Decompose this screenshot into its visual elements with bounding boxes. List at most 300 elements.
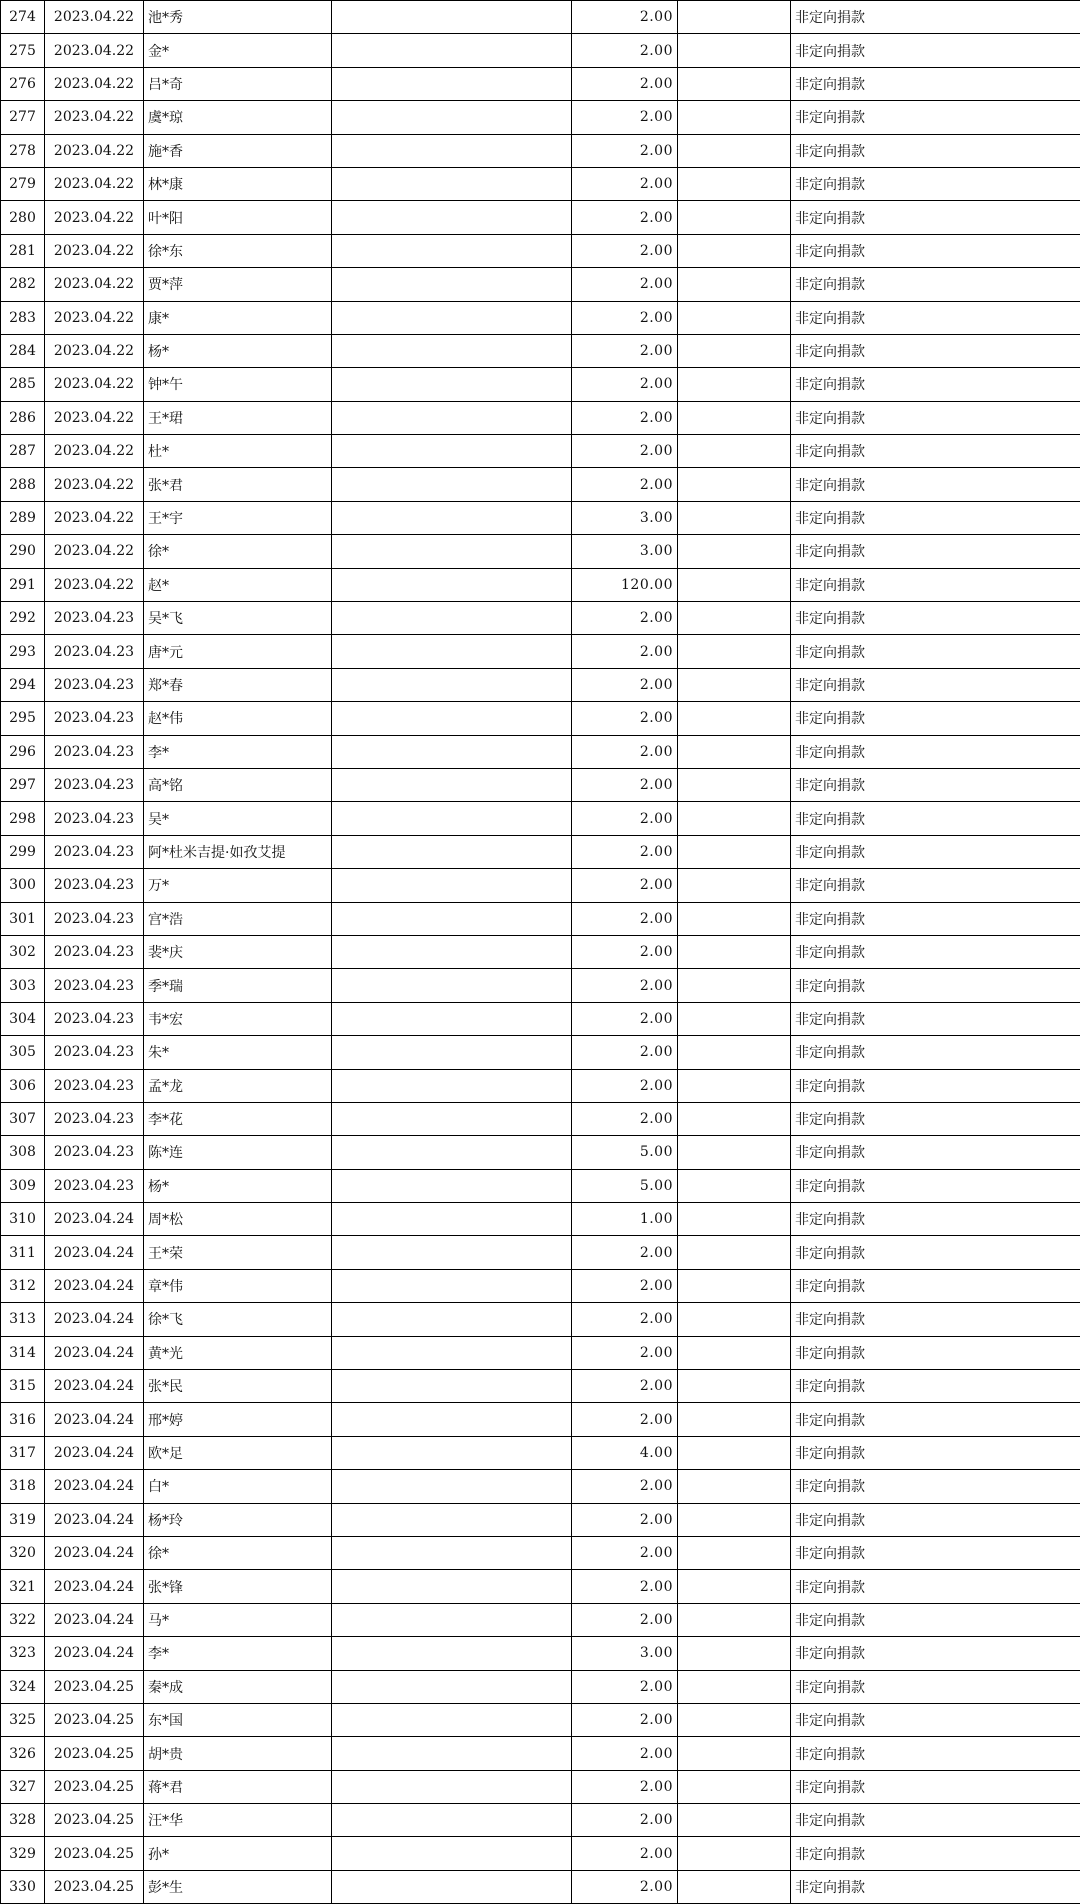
donor-name: 徐* bbox=[144, 1536, 332, 1569]
empty-cell bbox=[332, 134, 572, 167]
donation-date: 2023.04.22 bbox=[45, 435, 144, 468]
donation-type: 非定向捐款 bbox=[791, 1804, 1080, 1837]
donation-type: 非定向捐款 bbox=[791, 1269, 1080, 1302]
table-row bbox=[1, 768, 1080, 801]
donor-name: 施*香 bbox=[144, 134, 332, 167]
donor-name: 杨*玲 bbox=[144, 1503, 332, 1536]
donation-type: 非定向捐款 bbox=[791, 1436, 1080, 1469]
row-number: 276 bbox=[1, 67, 45, 100]
donor-name: 池*秀 bbox=[144, 1, 332, 34]
row-number: 284 bbox=[1, 334, 45, 367]
donation-amount: 2.00 bbox=[572, 1837, 678, 1870]
row-number: 283 bbox=[1, 301, 45, 334]
donor-name: 张*民 bbox=[144, 1370, 332, 1403]
empty-cell bbox=[678, 869, 791, 902]
donation-date: 2023.04.22 bbox=[45, 568, 144, 601]
donation-type: 非定向捐款 bbox=[791, 1770, 1080, 1803]
donation-date: 2023.04.23 bbox=[45, 1036, 144, 1069]
donation-date: 2023.04.24 bbox=[45, 1570, 144, 1603]
empty-cell bbox=[678, 1503, 791, 1536]
empty-cell bbox=[678, 34, 791, 67]
row-number: 291 bbox=[1, 568, 45, 601]
row-number: 318 bbox=[1, 1470, 45, 1503]
donation-type: 非定向捐款 bbox=[791, 1102, 1080, 1135]
row-number: 317 bbox=[1, 1436, 45, 1469]
empty-cell bbox=[332, 201, 572, 234]
donation-type: 非定向捐款 bbox=[791, 635, 1080, 668]
donation-date: 2023.04.22 bbox=[45, 535, 144, 568]
donation-type: 非定向捐款 bbox=[791, 1169, 1080, 1202]
empty-cell bbox=[678, 735, 791, 768]
empty-cell bbox=[678, 268, 791, 301]
empty-cell bbox=[332, 167, 572, 200]
empty-cell bbox=[678, 568, 791, 601]
empty-cell bbox=[332, 1870, 572, 1903]
donation-type: 非定向捐款 bbox=[791, 67, 1080, 100]
row-number: 323 bbox=[1, 1637, 45, 1670]
donation-amount: 2.00 bbox=[572, 67, 678, 100]
empty-cell bbox=[678, 1603, 791, 1636]
donation-date: 2023.04.22 bbox=[45, 334, 144, 367]
donation-type: 非定向捐款 bbox=[791, 1637, 1080, 1670]
donation-type: 非定向捐款 bbox=[791, 1, 1080, 34]
donation-amount: 2.00 bbox=[572, 468, 678, 501]
donation-type: 非定向捐款 bbox=[791, 1002, 1080, 1035]
donation-date: 2023.04.22 bbox=[45, 1, 144, 34]
donation-date: 2023.04.24 bbox=[45, 1236, 144, 1269]
donation-date: 2023.04.23 bbox=[45, 735, 144, 768]
donation-date: 2023.04.24 bbox=[45, 1503, 144, 1536]
row-number: 297 bbox=[1, 768, 45, 801]
empty-cell bbox=[332, 735, 572, 768]
empty-cell bbox=[332, 435, 572, 468]
donor-name: 陈*连 bbox=[144, 1136, 332, 1169]
donation-date: 2023.04.24 bbox=[45, 1370, 144, 1403]
empty-cell bbox=[678, 435, 791, 468]
donation-amount: 3.00 bbox=[572, 501, 678, 534]
table-row bbox=[1, 1002, 1080, 1035]
donor-name: 张*锋 bbox=[144, 1570, 332, 1603]
donation-amount: 2.00 bbox=[572, 1804, 678, 1837]
donation-amount: 2.00 bbox=[572, 435, 678, 468]
donation-type: 非定向捐款 bbox=[791, 1837, 1080, 1870]
donation-type: 非定向捐款 bbox=[791, 401, 1080, 434]
table-row bbox=[1, 969, 1080, 1002]
donor-name: 赵*伟 bbox=[144, 702, 332, 735]
donor-name: 吕*奇 bbox=[144, 67, 332, 100]
donation-amount: 2.00 bbox=[572, 1, 678, 34]
table-row bbox=[1, 101, 1080, 134]
donation-type: 非定向捐款 bbox=[791, 668, 1080, 701]
donation-type: 非定向捐款 bbox=[791, 334, 1080, 367]
row-number: 313 bbox=[1, 1303, 45, 1336]
donation-amount: 2.00 bbox=[572, 301, 678, 334]
donor-name: 孙* bbox=[144, 1837, 332, 1870]
empty-cell bbox=[332, 468, 572, 501]
row-number: 293 bbox=[1, 635, 45, 668]
donation-date: 2023.04.24 bbox=[45, 1603, 144, 1636]
row-number: 312 bbox=[1, 1269, 45, 1302]
donation-type: 非定向捐款 bbox=[791, 1670, 1080, 1703]
donation-type: 非定向捐款 bbox=[791, 1303, 1080, 1336]
table-row bbox=[1, 1303, 1080, 1336]
row-number: 326 bbox=[1, 1737, 45, 1770]
row-number: 288 bbox=[1, 468, 45, 501]
donation-amount: 2.00 bbox=[572, 802, 678, 835]
table-row bbox=[1, 902, 1080, 935]
empty-cell bbox=[332, 835, 572, 868]
row-number: 325 bbox=[1, 1703, 45, 1736]
row-number: 281 bbox=[1, 234, 45, 267]
row-number: 327 bbox=[1, 1770, 45, 1803]
row-number: 301 bbox=[1, 902, 45, 935]
donor-name: 高*铭 bbox=[144, 768, 332, 801]
row-number: 319 bbox=[1, 1503, 45, 1536]
donation-type: 非定向捐款 bbox=[791, 1870, 1080, 1903]
row-number: 320 bbox=[1, 1536, 45, 1569]
empty-cell bbox=[678, 1002, 791, 1035]
table-row bbox=[1, 1637, 1080, 1670]
donation-type: 非定向捐款 bbox=[791, 1536, 1080, 1569]
donation-type: 非定向捐款 bbox=[791, 368, 1080, 401]
row-number: 302 bbox=[1, 935, 45, 968]
row-number: 307 bbox=[1, 1102, 45, 1135]
donation-amount: 2.00 bbox=[572, 935, 678, 968]
donation-type: 非定向捐款 bbox=[791, 468, 1080, 501]
row-number: 308 bbox=[1, 1136, 45, 1169]
donation-amount: 2.00 bbox=[572, 268, 678, 301]
donation-table-body bbox=[1, 1, 1080, 1904]
table-row bbox=[1, 635, 1080, 668]
empty-cell bbox=[678, 935, 791, 968]
empty-cell bbox=[332, 1069, 572, 1102]
table-row bbox=[1, 1336, 1080, 1369]
donation-amount: 2.00 bbox=[572, 401, 678, 434]
donation-date: 2023.04.22 bbox=[45, 301, 144, 334]
table-row bbox=[1, 835, 1080, 868]
row-number: 300 bbox=[1, 869, 45, 902]
empty-cell bbox=[332, 1203, 572, 1236]
empty-cell bbox=[678, 1703, 791, 1736]
empty-cell bbox=[332, 768, 572, 801]
table-row bbox=[1, 67, 1080, 100]
donation-date: 2023.04.22 bbox=[45, 401, 144, 434]
donor-name: 万* bbox=[144, 869, 332, 902]
empty-cell bbox=[332, 1269, 572, 1302]
donor-name: 张*君 bbox=[144, 468, 332, 501]
empty-cell bbox=[678, 67, 791, 100]
donation-amount: 2.00 bbox=[572, 368, 678, 401]
row-number: 305 bbox=[1, 1036, 45, 1069]
empty-cell bbox=[678, 334, 791, 367]
row-number: 316 bbox=[1, 1403, 45, 1436]
donation-date: 2023.04.23 bbox=[45, 1169, 144, 1202]
empty-cell bbox=[678, 101, 791, 134]
donation-date: 2023.04.25 bbox=[45, 1703, 144, 1736]
empty-cell bbox=[678, 301, 791, 334]
donation-type: 非定向捐款 bbox=[791, 1236, 1080, 1269]
donation-amount: 1.00 bbox=[572, 1203, 678, 1236]
empty-cell bbox=[332, 969, 572, 1002]
donation-type: 非定向捐款 bbox=[791, 735, 1080, 768]
donor-name: 徐*东 bbox=[144, 234, 332, 267]
donation-date: 2023.04.24 bbox=[45, 1403, 144, 1436]
table-row bbox=[1, 1436, 1080, 1469]
donor-name: 徐* bbox=[144, 535, 332, 568]
row-number: 285 bbox=[1, 368, 45, 401]
empty-cell bbox=[678, 1536, 791, 1569]
table-row bbox=[1, 1737, 1080, 1770]
empty-cell bbox=[332, 1236, 572, 1269]
donor-name: 朱* bbox=[144, 1036, 332, 1069]
table-row bbox=[1, 1136, 1080, 1169]
donation-amount: 2.00 bbox=[572, 201, 678, 234]
donation-amount: 2.00 bbox=[572, 1036, 678, 1069]
empty-cell bbox=[678, 1370, 791, 1403]
empty-cell bbox=[332, 902, 572, 935]
row-number: 295 bbox=[1, 702, 45, 735]
empty-cell bbox=[678, 702, 791, 735]
donation-amount: 2.00 bbox=[572, 1670, 678, 1703]
donation-type: 非定向捐款 bbox=[791, 702, 1080, 735]
donor-name: 叶*阳 bbox=[144, 201, 332, 234]
empty-cell bbox=[332, 668, 572, 701]
donation-date: 2023.04.25 bbox=[45, 1804, 144, 1837]
donation-amount: 2.00 bbox=[572, 1303, 678, 1336]
empty-cell bbox=[678, 201, 791, 234]
donation-date: 2023.04.24 bbox=[45, 1470, 144, 1503]
table-row bbox=[1, 602, 1080, 635]
donation-amount: 2.00 bbox=[572, 1703, 678, 1736]
donation-type: 非定向捐款 bbox=[791, 1703, 1080, 1736]
donor-name: 季*瑞 bbox=[144, 969, 332, 1002]
donation-amount: 2.00 bbox=[572, 1536, 678, 1569]
empty-cell bbox=[332, 1436, 572, 1469]
donation-type: 非定向捐款 bbox=[791, 1370, 1080, 1403]
donation-date: 2023.04.22 bbox=[45, 368, 144, 401]
empty-cell bbox=[332, 1703, 572, 1736]
table-row bbox=[1, 401, 1080, 434]
donor-name: 林*康 bbox=[144, 167, 332, 200]
donation-date: 2023.04.23 bbox=[45, 602, 144, 635]
empty-cell bbox=[678, 1303, 791, 1336]
empty-cell bbox=[678, 1570, 791, 1603]
empty-cell bbox=[332, 67, 572, 100]
donation-amount: 2.00 bbox=[572, 101, 678, 134]
table-row bbox=[1, 134, 1080, 167]
donor-name: 蒋*君 bbox=[144, 1770, 332, 1803]
donation-type: 非定向捐款 bbox=[791, 1737, 1080, 1770]
table-row bbox=[1, 1, 1080, 34]
row-number: 292 bbox=[1, 602, 45, 635]
empty-cell bbox=[332, 1336, 572, 1369]
table-row bbox=[1, 1837, 1080, 1870]
donor-name: 杨* bbox=[144, 334, 332, 367]
donation-type: 非定向捐款 bbox=[791, 34, 1080, 67]
table-row bbox=[1, 167, 1080, 200]
donation-amount: 2.00 bbox=[572, 1370, 678, 1403]
donation-amount: 2.00 bbox=[572, 735, 678, 768]
empty-cell bbox=[332, 268, 572, 301]
table-row bbox=[1, 1203, 1080, 1236]
row-number: 309 bbox=[1, 1169, 45, 1202]
empty-cell bbox=[678, 167, 791, 200]
donation-type: 非定向捐款 bbox=[791, 835, 1080, 868]
empty-cell bbox=[332, 702, 572, 735]
donation-amount: 2.00 bbox=[572, 702, 678, 735]
empty-cell bbox=[678, 468, 791, 501]
donation-type: 非定向捐款 bbox=[791, 1203, 1080, 1236]
donation-date: 2023.04.25 bbox=[45, 1770, 144, 1803]
table-row bbox=[1, 1036, 1080, 1069]
donation-date: 2023.04.22 bbox=[45, 101, 144, 134]
empty-cell bbox=[678, 134, 791, 167]
donation-date: 2023.04.23 bbox=[45, 635, 144, 668]
donation-type: 非定向捐款 bbox=[791, 969, 1080, 1002]
donation-type: 非定向捐款 bbox=[791, 1570, 1080, 1603]
donor-name: 周*松 bbox=[144, 1203, 332, 1236]
donation-date: 2023.04.23 bbox=[45, 1102, 144, 1135]
donation-date: 2023.04.23 bbox=[45, 969, 144, 1002]
donation-type: 非定向捐款 bbox=[791, 1470, 1080, 1503]
row-number: 282 bbox=[1, 268, 45, 301]
row-number: 310 bbox=[1, 1203, 45, 1236]
empty-cell bbox=[332, 401, 572, 434]
row-number: 315 bbox=[1, 1370, 45, 1403]
row-number: 296 bbox=[1, 735, 45, 768]
donation-amount: 2.00 bbox=[572, 835, 678, 868]
donation-date: 2023.04.23 bbox=[45, 1069, 144, 1102]
donation-amount: 2.00 bbox=[572, 1503, 678, 1536]
row-number: 328 bbox=[1, 1804, 45, 1837]
table-row bbox=[1, 1603, 1080, 1636]
table-row bbox=[1, 735, 1080, 768]
donation-date: 2023.04.25 bbox=[45, 1837, 144, 1870]
table-row bbox=[1, 501, 1080, 534]
table-row bbox=[1, 702, 1080, 735]
donation-date: 2023.04.23 bbox=[45, 869, 144, 902]
empty-cell bbox=[332, 1470, 572, 1503]
empty-cell bbox=[678, 1837, 791, 1870]
empty-cell bbox=[678, 1737, 791, 1770]
donation-amount: 2.00 bbox=[572, 668, 678, 701]
donor-name: 王*珺 bbox=[144, 401, 332, 434]
empty-cell bbox=[332, 1136, 572, 1169]
empty-cell bbox=[332, 1770, 572, 1803]
donor-name: 欧*足 bbox=[144, 1436, 332, 1469]
empty-cell bbox=[678, 1169, 791, 1202]
donation-amount: 2.00 bbox=[572, 902, 678, 935]
donor-name: 杨* bbox=[144, 1169, 332, 1202]
donor-name: 秦*成 bbox=[144, 1670, 332, 1703]
empty-cell bbox=[678, 1136, 791, 1169]
donor-name: 东*国 bbox=[144, 1703, 332, 1736]
donation-type: 非定向捐款 bbox=[791, 1403, 1080, 1436]
table-row bbox=[1, 334, 1080, 367]
donation-date: 2023.04.23 bbox=[45, 802, 144, 835]
empty-cell bbox=[332, 1403, 572, 1436]
donation-amount: 2.00 bbox=[572, 1470, 678, 1503]
table-row bbox=[1, 301, 1080, 334]
donor-name: 金* bbox=[144, 34, 332, 67]
donation-date: 2023.04.22 bbox=[45, 201, 144, 234]
donor-name: 唐*元 bbox=[144, 635, 332, 668]
donation-type: 非定向捐款 bbox=[791, 568, 1080, 601]
donation-amount: 2.00 bbox=[572, 869, 678, 902]
table-row bbox=[1, 1804, 1080, 1837]
table-row bbox=[1, 535, 1080, 568]
donation-amount: 120.00 bbox=[572, 568, 678, 601]
donor-name: 徐*飞 bbox=[144, 1303, 332, 1336]
empty-cell bbox=[332, 869, 572, 902]
table-row bbox=[1, 1069, 1080, 1102]
row-number: 298 bbox=[1, 802, 45, 835]
empty-cell bbox=[678, 1069, 791, 1102]
empty-cell bbox=[678, 1470, 791, 1503]
table-row bbox=[1, 1670, 1080, 1703]
table-row bbox=[1, 802, 1080, 835]
donation-date: 2023.04.23 bbox=[45, 1136, 144, 1169]
row-number: 299 bbox=[1, 835, 45, 868]
empty-cell bbox=[332, 101, 572, 134]
empty-cell bbox=[332, 535, 572, 568]
table-row bbox=[1, 935, 1080, 968]
row-number: 329 bbox=[1, 1837, 45, 1870]
donation-amount: 5.00 bbox=[572, 1169, 678, 1202]
donor-name: 汪*华 bbox=[144, 1804, 332, 1837]
donation-date: 2023.04.23 bbox=[45, 835, 144, 868]
donor-name: 阿*杜米吉提·如孜艾提 bbox=[144, 835, 332, 868]
empty-cell bbox=[332, 1737, 572, 1770]
donation-type: 非定向捐款 bbox=[791, 535, 1080, 568]
donation-type: 非定向捐款 bbox=[791, 1136, 1080, 1169]
donation-date: 2023.04.23 bbox=[45, 768, 144, 801]
donation-type: 非定向捐款 bbox=[791, 501, 1080, 534]
donation-date: 2023.04.25 bbox=[45, 1670, 144, 1703]
row-number: 321 bbox=[1, 1570, 45, 1603]
empty-cell bbox=[678, 1, 791, 34]
empty-cell bbox=[678, 668, 791, 701]
empty-cell bbox=[332, 1370, 572, 1403]
donation-date: 2023.04.23 bbox=[45, 702, 144, 735]
donor-name: 钟*午 bbox=[144, 368, 332, 401]
empty-cell bbox=[678, 635, 791, 668]
empty-cell bbox=[678, 1102, 791, 1135]
empty-cell bbox=[332, 1169, 572, 1202]
empty-cell bbox=[332, 602, 572, 635]
row-number: 324 bbox=[1, 1670, 45, 1703]
donor-name: 黄*光 bbox=[144, 1336, 332, 1369]
donor-name: 马* bbox=[144, 1603, 332, 1636]
donation-date: 2023.04.22 bbox=[45, 501, 144, 534]
empty-cell bbox=[332, 301, 572, 334]
empty-cell bbox=[332, 1837, 572, 1870]
row-number: 304 bbox=[1, 1002, 45, 1035]
donor-name: 王*宇 bbox=[144, 501, 332, 534]
empty-cell bbox=[678, 768, 791, 801]
donation-amount: 2.00 bbox=[572, 134, 678, 167]
donation-type: 非定向捐款 bbox=[791, 167, 1080, 200]
empty-cell bbox=[332, 1303, 572, 1336]
table-row bbox=[1, 368, 1080, 401]
donation-amount: 2.00 bbox=[572, 1770, 678, 1803]
table-row bbox=[1, 1169, 1080, 1202]
empty-cell bbox=[332, 935, 572, 968]
empty-cell bbox=[678, 1670, 791, 1703]
empty-cell bbox=[678, 401, 791, 434]
donation-amount: 3.00 bbox=[572, 535, 678, 568]
donation-date: 2023.04.24 bbox=[45, 1303, 144, 1336]
